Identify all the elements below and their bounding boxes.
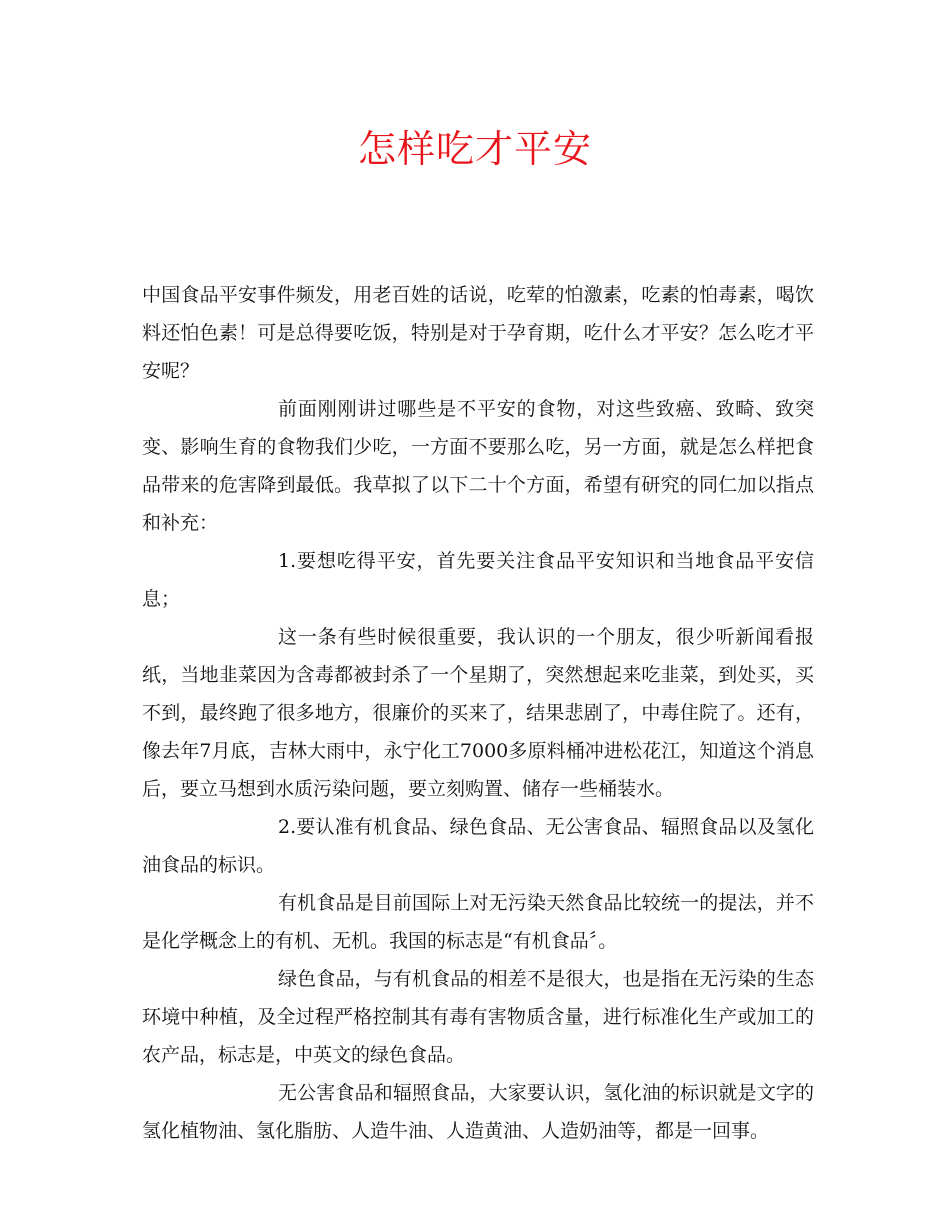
paragraph-green-food: 绿色食品，与有机食品的相差不是很大，也是指在无污染的生态环境中种植，及全过程严格控制其有毒有害物质含量，进行标准化生产或加工的农产品，标志是，中英文的绿色食品。	[142, 968, 814, 1066]
document-body	[142, 276, 814, 1150]
paragraph-overview: 前面刚刚讲过哪些是不平安的食物，对这些致癌、致畸、致突变、影响生育的食物我们少吃，一方面不要那么吃，另一方面，就是怎么样把食品带来的危害降到最低。我草拟了以下二十个方面，希望有研究的同仁加以指点和补充：	[142, 398, 814, 534]
document-title: 怎样吃才平安	[357, 127, 592, 171]
paragraph-hydrogenated-oil: 无公害食品和辐照食品，大家要认识，氢化油的标识就是文字的氢化植物油、氢化脂肪、人造牛油、人造黄油、人造奶油等，都是一回事。	[142, 1082, 814, 1142]
paragraph-intro: 中国食品平安事件频发，用老百姓的话说，吃荤的怕激素，吃素的怕毒素，喝饮料还怕色素！可是总得要吃饭，特别是对于孕育期，吃什么才平安？怎么吃才平安呢？	[142, 284, 814, 382]
paragraph-organic-food: 有机食品是目前国际上对无污染天然食品比较统一的提法，并不是化学概念上的有机、无机。我国的标志是“有机食品〞。	[142, 892, 814, 952]
paragraph-point-2: 2.要认准有机食品、绿色食品、无公害食品、辐照食品以及氢化油食品的标识。	[142, 816, 814, 876]
paragraph-point-1-detail: 这一条有些时候很重要，我认识的一个朋友，很少听新闻看报纸，当地韭菜因为含毒都被封杀了一个星期了，突然想起来吃韭菜，到处买，买不到，最终跑了很多地方，很廉价的买来了，结果悲剧了，中毒住院了。还有，像去年7月底，吉林大雨中，永宁化工7000多原料桶冲进松花江，知道这个消息后，要立马想到水质污染问题，要立刻购置、储存一些桶装水。	[142, 626, 814, 800]
paragraph-point-1: 1.要想吃得平安，首先要关注食品平安知识和当地食品平安信息；	[142, 550, 814, 610]
